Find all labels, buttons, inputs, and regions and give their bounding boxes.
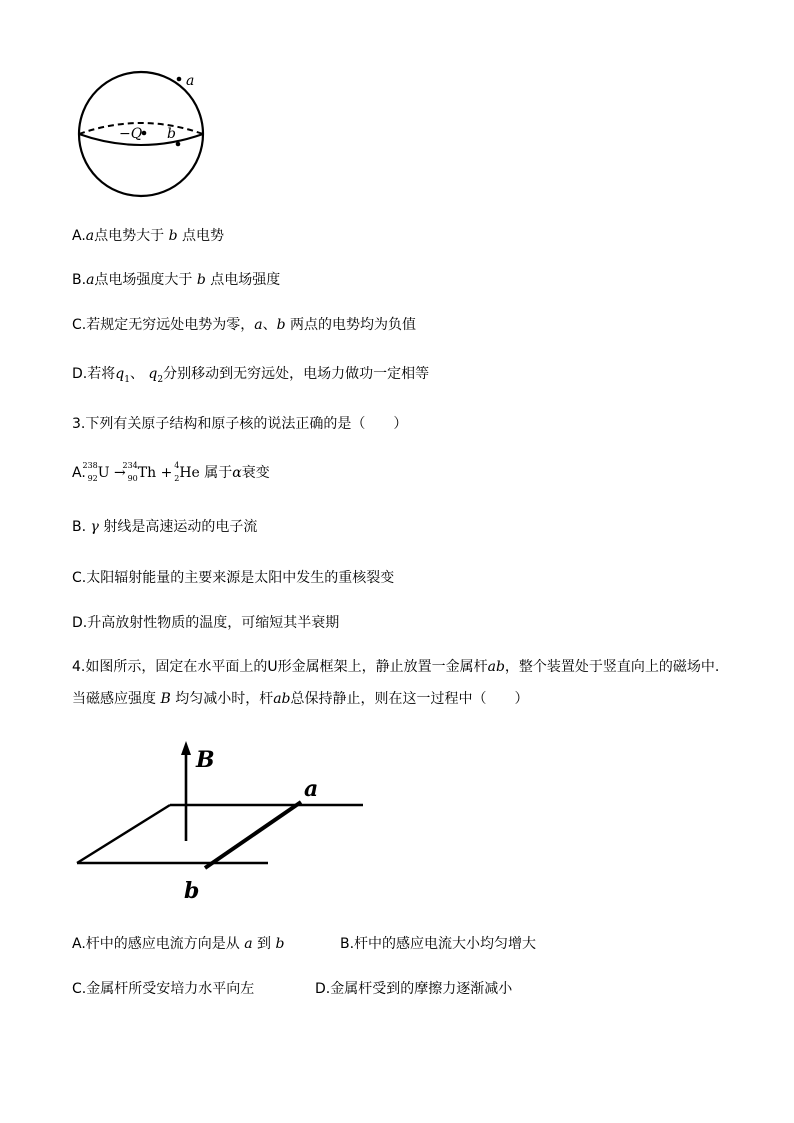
label-field-B: B (196, 747, 215, 773)
q4-option-d: D.金属杆受到的摩擦力逐渐减小 (315, 981, 513, 997)
q4-stem-line2: 当磁感应强度 B 均匀减小时，杆ab总保持静止，则在这一过程中（ ） (72, 691, 529, 707)
sphere-figure (75, 68, 215, 203)
q4-option-c: C.金属杆所受安培力水平向左 (72, 981, 255, 997)
metal-rod-ab (205, 802, 301, 868)
label-b: b (167, 126, 176, 142)
label-rod-a: a (304, 776, 319, 802)
charge-point (142, 131, 147, 136)
q2-option-d: D.若将$q_1$、 $q_2$分别移动到无穷远处，电场力做功一定相等 (72, 366, 430, 385)
q3-option-d: D.升高放射性物质的温度，可缩短其半衰期 (72, 615, 340, 631)
label-rod-b: b (184, 878, 200, 904)
q2-option-a: A.a点电势大于 b 点电势 (72, 228, 225, 244)
point-b (176, 142, 181, 147)
q2-option-b: B.a点电场强度大于 b 点电场强度 (72, 272, 281, 288)
label-a: a (186, 73, 195, 89)
frame-left-edge (77, 805, 170, 863)
q4-option-a: A.杆中的感应电流方向是从 a 到 b (72, 936, 285, 952)
label-charge: −Q (119, 126, 143, 142)
q4-option-b: B.杆中的感应电流大小均匀增大 (340, 936, 537, 952)
q3-option-c: C.太阳辐射能量的主要来源是太阳中发生的重核裂变 (72, 570, 395, 586)
q3-stem: 3.下列有关原子结构和原子核的说法正确的是（ ） (72, 416, 408, 432)
q2-option-c: C.若规定无穷远处电势为零，a、b 两点的电势均为负值 (72, 317, 417, 333)
q4-stem-line1: 4.如图所示，固定在水平面上的U形金属框架上，静止放置一金属杆ab，整个装置处于竖直向上的磁场中. (72, 659, 720, 675)
point-a (177, 77, 182, 82)
q3-option-b: B. γ 射线是高速运动的电子流 (72, 519, 258, 535)
rail-figure (72, 735, 372, 910)
field-arrow-head (181, 741, 191, 755)
q3-option-a: A. 238 92 U → 234 90 Th + 4 2 He 属于α衰变 (72, 461, 270, 483)
